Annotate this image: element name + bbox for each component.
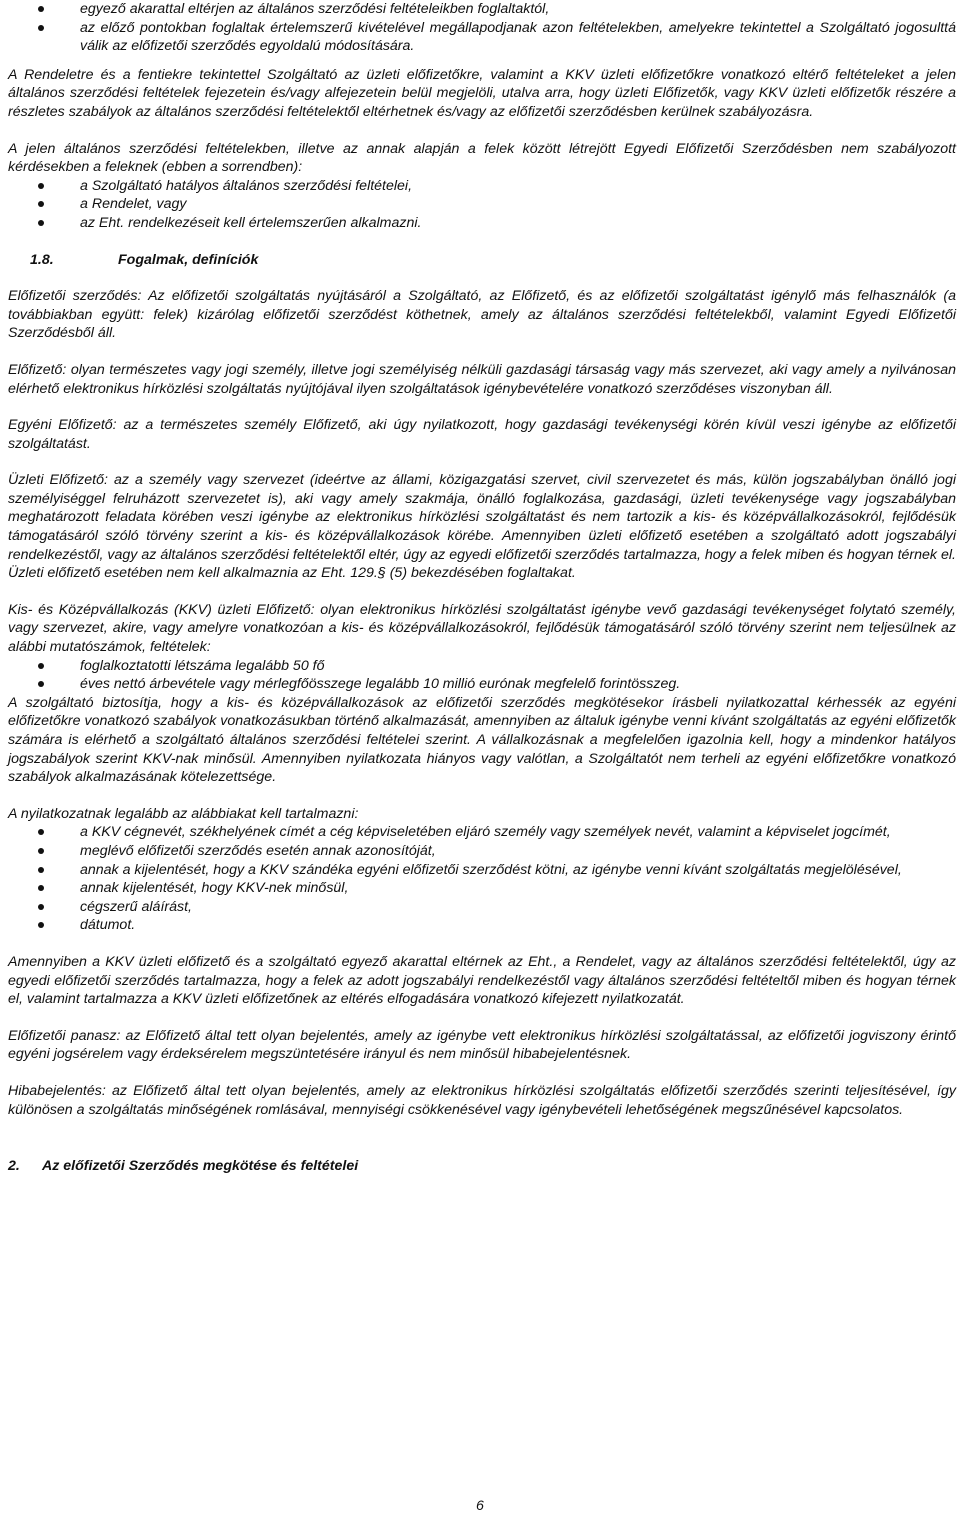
list-item: egyező akarattal eltérjen az általános szerződési feltételeikben foglaltaktól,	[8, 0, 956, 19]
section-title: Fogalmak, definíciók	[118, 251, 259, 268]
top-bullet-list	[8, 0, 956, 56]
kkv-bullet-list	[8, 657, 956, 694]
section-number: 2.	[8, 1158, 20, 1175]
paragraph-jelen: A jelen általános szerződési feltételekben, illetve az annak alapján a felek között létrejött Egyedi Előfizetői Szerződésben nem szabályozott kérdésekben a feleknek (ebben a sorrendben):	[8, 140, 956, 176]
list-item: az Eht. rendelkezéseit kell értelemszerűen alkalmazni.	[8, 214, 956, 233]
definition-elofizeto: Előfizető: olyan természetes vagy jogi személy, illetve jogi személyiség nélküli gazdasági társaság vagy más szervezet, aki vagy amely a nyilvánosan elérhető elektronikus hírközlési szolgáltatás nyújtójával ilyen szolgáltatások igénybevételére vonatkozó szerződéses viszonyban áll.	[8, 361, 956, 397]
list-item: a Rendelet, vagy	[8, 195, 956, 214]
order-bullet-list	[8, 177, 956, 233]
definition-elofizetoi-panasz: Előfizetői panasz: az Előfizető által tett olyan bejelentés, amely az igénybe vett elektronikus hírközlési szolgáltatással, az előfizetői jogviszony érintő egyéni jogsérelem vagy érdeksérelem megszüntetésére irányul és nem minősül hibabejelentésnek.	[8, 1027, 956, 1063]
document-page	[8, 0, 956, 1176]
paragraph-nyilatkozat: A nyilatkozatnak legalább az alábbiakat kell tartalmazni:	[8, 805, 359, 822]
section-title: Az előfizetői Szerződés megkötése és feltételei	[42, 1158, 359, 1175]
definition-kkv: Kis- és Középvállalkozás (KKV) üzleti Előfizető: olyan elektronikus hírközlési szolgáltatást igénybe vevő gazdasági tevékenységet folytató személy, vagy szervezet, akire, vagy amelyre vonatkozóan a kis- és középvállalkozásokról, fejlődésük támogatásáról szóló törvény szerint nem teljesülnek az alábbi mutatószámok, feltételek:	[8, 601, 956, 656]
definition-elofizetoi-szerzodes: Előfizetői szerződés: Az előfizetői szolgáltatás nyújtásáról a Szolgáltató, az Előfizető, és az előfizetői szolgáltatást igénylő más felhasználók (a továbbiakban együtt: felek) kizárólag előfizetői szerződést köthetnek, amely az általános szerződési feltételekből, valamint Egyedi Előfizetői Szerződésből áll.	[8, 288, 956, 342]
paragraph-rendelet: A Rendeletre és a fentiekre tekintettel Szolgáltató az üzleti előfizetőkre, valamint a KKV üzleti előfizetőkre vonatkozó eltérő feltételeket a jelen általános szerződési feltételek fejezetein és/vagy alfejezetein belül megjelöli, utalva arra, hogy üzleti Előfizetők, vagy KKV üzleti előfizetők részére a részletes szabályok az általános szerződési feltételektől eltérhetnek és/vagy az előfizetői szerződésben kerülnek szabályozásra.	[8, 66, 956, 120]
list-item: annak kijelentését, hogy KKV-nek minősül,	[8, 879, 956, 898]
list-item: éves nettó árbevétele vagy mérlegfőösszege legalább 10 millió eurónak megfelelő forintösszeg.	[8, 675, 956, 694]
list-item: cégszerű aláírást,	[8, 898, 956, 917]
paragraph-amennyiben: Amennyiben a KKV üzleti előfizető és a szolgáltató egyező akarattal eltérnek az Eht., a Rendelet, vagy az általános szerződési feltételektől, úgy az egyedi előfizetői szerződés tartalmazza, hogy a felek az adott jogszabályi rendelkezéstől vagy általános szerződési feltételtől miben és hogyan térnek el, valamint tartalmazza a KKV üzleti előfizetőnek az eltérés elfogadására vonatkozó kifejezett nyilatkozatát.	[8, 953, 956, 1008]
section-heading-2	[8, 1157, 956, 1176]
list-item: foglalkoztatotti létszáma legalább 50 fő	[8, 657, 956, 676]
section-number: 1.8.	[30, 251, 54, 268]
definition-uzleti-elofizeto: Üzleti Előfizető: az a személy vagy szervezet (ideértve az állami, közigazgatási szervet, civil szervezetet és más, külön jogszabályban önálló jogi személyiséggel felruházott szervezetet is), aki vagy amely szakmája, önálló foglalkozása, gazdasági, üzleti tevékenysége vagy jogszabályban meghatározott feladata körében veszi igénybe az elektronikus hírközlési szolgáltatást és nem tartozik a kis- és középvállalkozásokról, fejlődésük támogatásáról szóló törvény szerint a kis- és középvállalkozások körébe. Amennyiben üzleti előfizető esetében a szolgáltató adott jogszabályi rendelkezéstől, vagy az általános szerződési feltételektől eltér, úgy az egyedi előfizetői szerződés tartalmazza, hogy a felek miben és hogyan térnek el. Üzleti előfizető esetében nem kell alkalmaznia az Eht. 129.§ (5) bekezdésében foglaltakat.	[8, 472, 956, 582]
list-item: annak a kijelentését, hogy a KKV szándéka egyéni előfizetői szerződést kötni, az igénybe venni kívánt szolgáltatás megjelölésével,	[8, 861, 956, 880]
list-item: a Szolgáltató hatályos általános szerződési feltételei,	[8, 177, 956, 196]
nyilatkozat-bullet-list	[8, 823, 956, 935]
paragraph-biztositja: A szolgáltató biztosítja, hogy a kis- és középvállalkozások az előfizetői szerződés megkötésekor írásbeli nyilatkozattal kérhessék az egyéni előfizetőkre vonatkozó szabályok vonatkozásukban történő alkalmazását, amennyiben az általuk igénybe venni kívánt szolgáltatás az egyéni előfizetők számára is elérhető a szolgáltató általános szerződési feltételei szerint. A vállalkozásnak a megfelelően igazolnia kell, hogy a mindenkor hatályos jogszabályok szerint KKV-nak minősül. Amennyiben nyilatkozata hiányos vagy valótlan, a Szolgáltatót nem terheli az egyéni előfizetőkre vonatkozó szabályok alkalmazásának kötelezettsége.	[8, 694, 956, 786]
definition-egyeni-elofizeto: Egyéni Előfizető: az a természetes személy Előfizető, aki úgy nyilatkozott, hogy gazdasági tevékenységi körén kívül veszi igénybe az előfizetői szolgáltatást.	[8, 417, 956, 452]
list-item: a KKV cégnevét, székhelyének címét a cég képviseletében eljáró személy vagy személyek nevét, valamint a képviselet jogcímét,	[8, 823, 956, 842]
page-number: 6	[476, 1498, 484, 1514]
definition-hibabejelentes: Hibabejelentés: az Előfizető által tett olyan bejelentés, amely az elektronikus hírközlési szolgáltatás előfizetői szerződés szerinti teljesítésével, így különösen a szolgáltatás minőségének romlásával, mennyiségi csökkenésével vagy igénybevételi lehetőségének megszűnésével kapcsolatos.	[8, 1082, 956, 1118]
list-item: dátumot.	[8, 916, 956, 935]
section-heading-1-8	[8, 251, 956, 270]
list-item: meglévő előfizetői szerződés esetén annak azonosítóját,	[8, 842, 956, 861]
list-item: az előző pontokban foglaltak értelemszerű kivételével megállapodjanak azon feltételekben, amelyekre tekintettel a Szolgáltató jogosulttá válik az előfizetői szerződés egyoldalú módosítására.	[8, 19, 956, 56]
